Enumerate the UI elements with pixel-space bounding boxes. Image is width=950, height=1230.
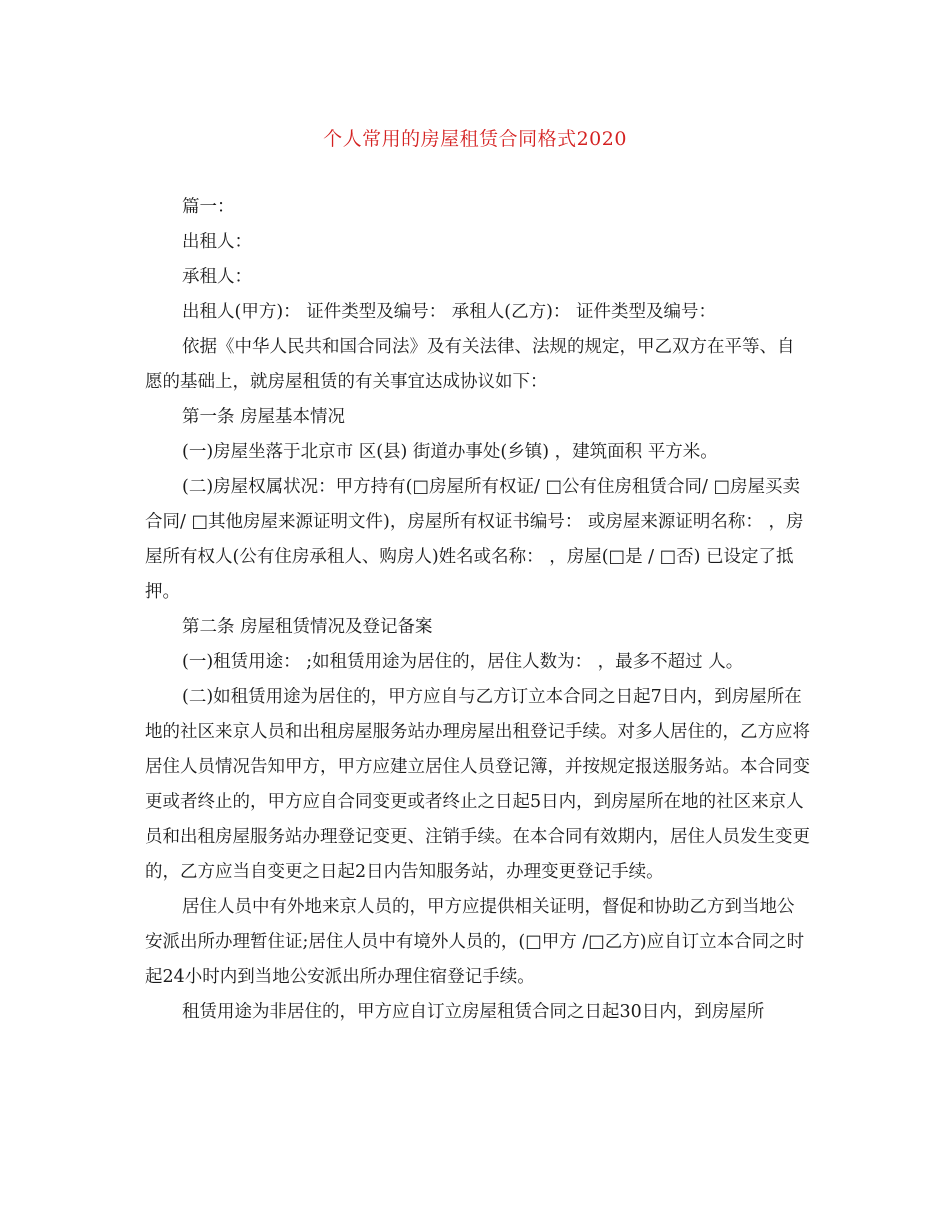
paragraph-lessor: 出租人：: [182, 232, 252, 252]
paragraph-section-label: 篇一：: [182, 197, 235, 217]
article-1-heading: 第一条 房屋基本情况: [182, 407, 346, 427]
paragraph-ownership: (二)房屋权属状况：甲方持有(□房屋所有权证/ □公有住房租赁合同/ □房屋买卖合同/ □其他房屋来源证明文件)，房屋所有权证书编号： 或房屋来源证明名称： ，房屋所有权人(公有住房承租人、购房人)姓名或名称： ，房屋(□是 / □否) 已设定了抵押。: [145, 477, 804, 602]
paragraph-registration: (二)如租赁用途为居住的，甲方应自与乙方订立本合同之日起7日内，到房屋所在地的社区来京人员和出租房屋服务站办理房屋出租登记手续。对多人居住的，乙方应将居住人员情况告知甲方，甲方应建立居住人员登记簿，并按规定报送服务站。本合同变更或者终止的，甲方应自合同变更或者终止之日起5日内，到房屋所在地的社区来京人员和出租房屋服务站办理登记变更、注销手续。在本合同有效期内，居住人员发生变更的，乙方应当自变更之日起2日内告知服务站，办理变更登记手续。: [145, 687, 810, 882]
paragraph-residents: 居住人员中有外地来京人员的，甲方应提供相关证明，督促和协助乙方到当地公安派出所办理暂住证;居住人员中有境外人员的，(□甲方 /□乙方)应自订立本合同之时起24小时内到当地公安派出所办理住宿登记手续。: [145, 897, 805, 987]
paragraph-basis: 依据《中华人民共和国合同法》及有关法律、法规的规定，甲乙双方在平等、自愿的基础上，就房屋租赁的有关事宜达成协议如下：: [145, 337, 795, 392]
paragraph-use: (一)租赁用途： ;如租赁用途为居住的，居住人数为： ，最多不超过 人。: [182, 652, 744, 672]
paragraph-non-residential: 租赁用途为非居住的，甲方应自订立房屋租赁合同之日起30日内，到房屋所: [182, 1002, 765, 1022]
document-body: [145, 190, 810, 1030]
paragraph-parties: 出租人(甲方)： 证件类型及编号： 承租人(乙方)： 证件类型及编号：: [182, 302, 716, 322]
paragraph-location: (一)房屋坐落于北京市 区(县) 街道办事处(乡镇) ，建筑面积 平方米。: [182, 442, 718, 462]
paragraph-lessee: 承租人：: [182, 267, 252, 287]
article-2-heading: 第二条 房屋租赁情况及登记备案: [182, 617, 433, 637]
document-title: 个人常用的房屋租赁合同格式2020: [323, 128, 627, 150]
